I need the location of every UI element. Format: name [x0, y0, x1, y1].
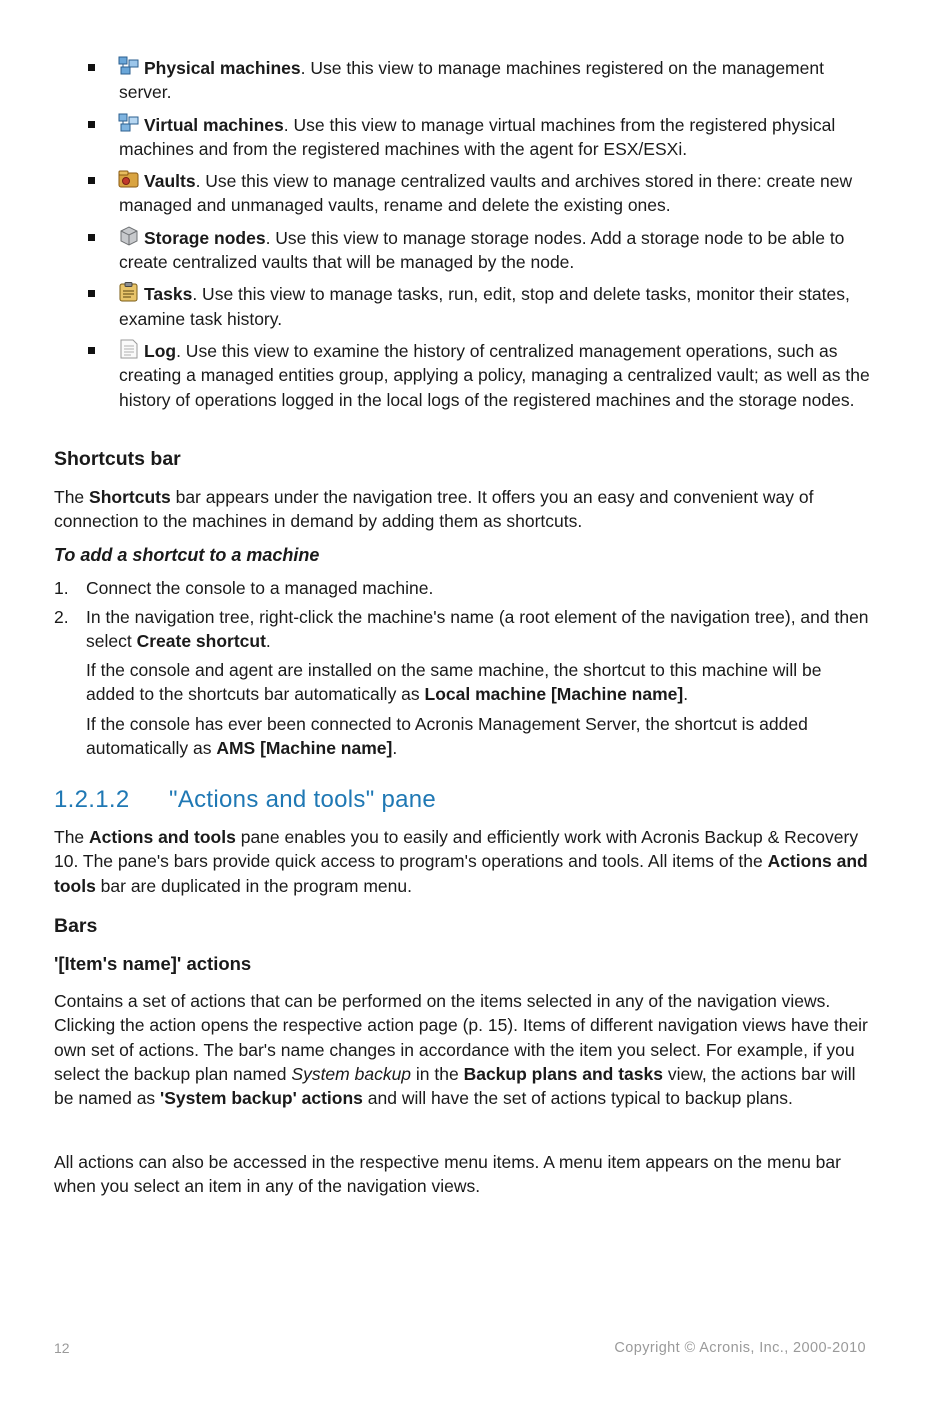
vaults-icon — [118, 169, 140, 189]
bullet-text: . Use this view to manage virtual machines from the registered physical machines and from the registered machines with the agent for ESX/ESXi. — [119, 114, 836, 159]
section-heading — [54, 786, 436, 814]
procedure-step-2 — [54, 605, 869, 654]
procedure-note-1 — [54, 658, 869, 707]
bars-heading: Bars — [54, 915, 98, 937]
bullet-marker — [88, 177, 95, 184]
bullet-marker — [88, 347, 95, 354]
note-text — [86, 658, 869, 707]
shortcuts-intro-post: bar appears under the navigation tree. It offers you an easy and convenient way of connection to the machines in demand by adding them as shortcuts. — [54, 487, 814, 532]
note-text-pre: If the console and agent are installed on the same machine, the shortcut to this machine will be added to the shortcuts bar automatically as — [86, 660, 822, 705]
actions-paragraph — [54, 989, 869, 1110]
bullet-bold: Vaults — [144, 171, 196, 192]
actions-text-b: in the — [411, 1063, 464, 1084]
bullet-text: . Use this view to manage machines registered on the management server. — [119, 58, 824, 103]
actions-heading: '[Item's name]' actions — [54, 953, 252, 974]
section-title: "Actions and tools" pane — [169, 786, 437, 813]
step-number: 2. — [54, 607, 69, 627]
step-text-pre: In the navigation tree, right-click the machine's name (a root element of the navigation tree), and then select — [86, 607, 869, 652]
step-text-bold: Create shortcut — [136, 631, 266, 652]
bullet-text: . Use this view to manage centralized vaults and archives stored in there: create new managed and unmanaged vaults, rename and delete the existing ones. — [119, 171, 853, 216]
bullet-marker — [88, 290, 95, 297]
actions-text-bold-1: Backup plans and tasks — [463, 1063, 663, 1084]
copyright-notice: Copyright © Acronis, Inc., 2000-2010 — [614, 1340, 866, 1356]
bullet-text: . Use this view to manage tasks, run, edit, stop and delete tasks, monitor their states, examine task history. — [119, 284, 850, 329]
shortcuts-intro-pre: The — [54, 487, 90, 507]
virtual-machines-icon — [118, 113, 140, 133]
bullet-marker — [88, 64, 95, 71]
bullet-marker — [88, 234, 95, 241]
list-item — [88, 226, 878, 275]
section-intro-post: bar are duplicated in the program menu. — [95, 875, 412, 896]
bullet-bold: Tasks — [144, 284, 193, 305]
note-text-post: . — [683, 684, 689, 705]
note-text-pre: If the console has ever been connected to Acronis Management Server, the shortcut is added automatically as — [86, 714, 808, 759]
shortcuts-intro-bold: Shortcuts — [89, 487, 171, 507]
bullet-bold: Log — [144, 340, 177, 361]
actions-text-c: view, the actions bar will be named as — [54, 1063, 856, 1109]
step-text — [86, 605, 869, 654]
section-number: 1.2.1.2 — [54, 786, 130, 813]
bullet-marker — [88, 121, 95, 128]
section-intro — [54, 825, 869, 898]
note-text-post: . — [392, 738, 398, 759]
tasks-icon — [118, 282, 140, 302]
physical-machines-icon — [118, 56, 140, 76]
shortcuts-intro — [54, 485, 869, 534]
actions-text-d: and will have the set of actions typical to backup plans. — [362, 1088, 793, 1109]
bullet-bold: Virtual machines — [144, 114, 284, 135]
section-intro-bold-1: Actions and tools — [89, 827, 236, 847]
actions-text-bold-2: 'System backup' actions — [160, 1088, 363, 1109]
procedure-title: To add a shortcut to a machine — [54, 545, 320, 565]
shortcuts-heading: Shortcuts bar — [54, 448, 181, 470]
list-item — [88, 282, 878, 331]
bullet-bold: Physical machines — [144, 58, 301, 78]
menu-items-paragraph: All actions can also be accessed in the respective menu items. A menu item appears on the menu bar when you select an item in any of the navigation views. — [54, 1152, 841, 1197]
section-intro-bold-2: Actions and tools — [54, 851, 868, 896]
storage-nodes-icon — [118, 226, 140, 246]
actions-text-italic: System backup — [291, 1063, 412, 1084]
step-text-post: . — [265, 631, 271, 652]
list-item — [88, 169, 878, 218]
step-text: Connect the console to a managed machine. — [86, 578, 434, 598]
procedure-step-1 — [54, 576, 869, 600]
page-number: 12 — [54, 1340, 70, 1356]
log-icon — [118, 339, 140, 359]
list-item — [88, 113, 878, 162]
list-item — [88, 339, 878, 412]
bullet-bold: Storage nodes — [144, 227, 266, 248]
step-number: 1. — [54, 578, 69, 598]
bullet-text: . Use this view to manage storage nodes. Add a storage node to be able to create centralized vaults that will be managed by the node. — [119, 227, 845, 273]
section-intro-mid: pane enables you to easily and efficiently work with Acronis Backup & Recovery 10. The pane's bars provide quick access to program's operations and tools. All items of the — [54, 827, 859, 872]
section-intro-pre: The — [54, 827, 90, 847]
actions-text-a: Contains a set of actions that can be performed on the items selected in any of the navigation views. Clicking the action opens the respective action page (p. 15). Items of different navigation views have their own set of actions. The bar's name changes in accordance with the item you select. For example, if you select the backup plan named — [54, 991, 868, 1084]
navigation-views-list — [88, 56, 878, 420]
note-text — [86, 712, 869, 761]
note-text-bold: Local machine [Machine name] — [424, 684, 684, 705]
bullet-text: . Use this view to examine the history of centralized management operations, such as creating a managed entities group, applying a policy, managing a centralized vault; as well as the history of operations logged in the local logs of the registered machines and the storage nodes. — [119, 340, 870, 410]
note-text-bold: AMS [Machine name] — [216, 738, 393, 759]
list-item — [88, 56, 878, 105]
procedure-note-2 — [54, 712, 869, 761]
